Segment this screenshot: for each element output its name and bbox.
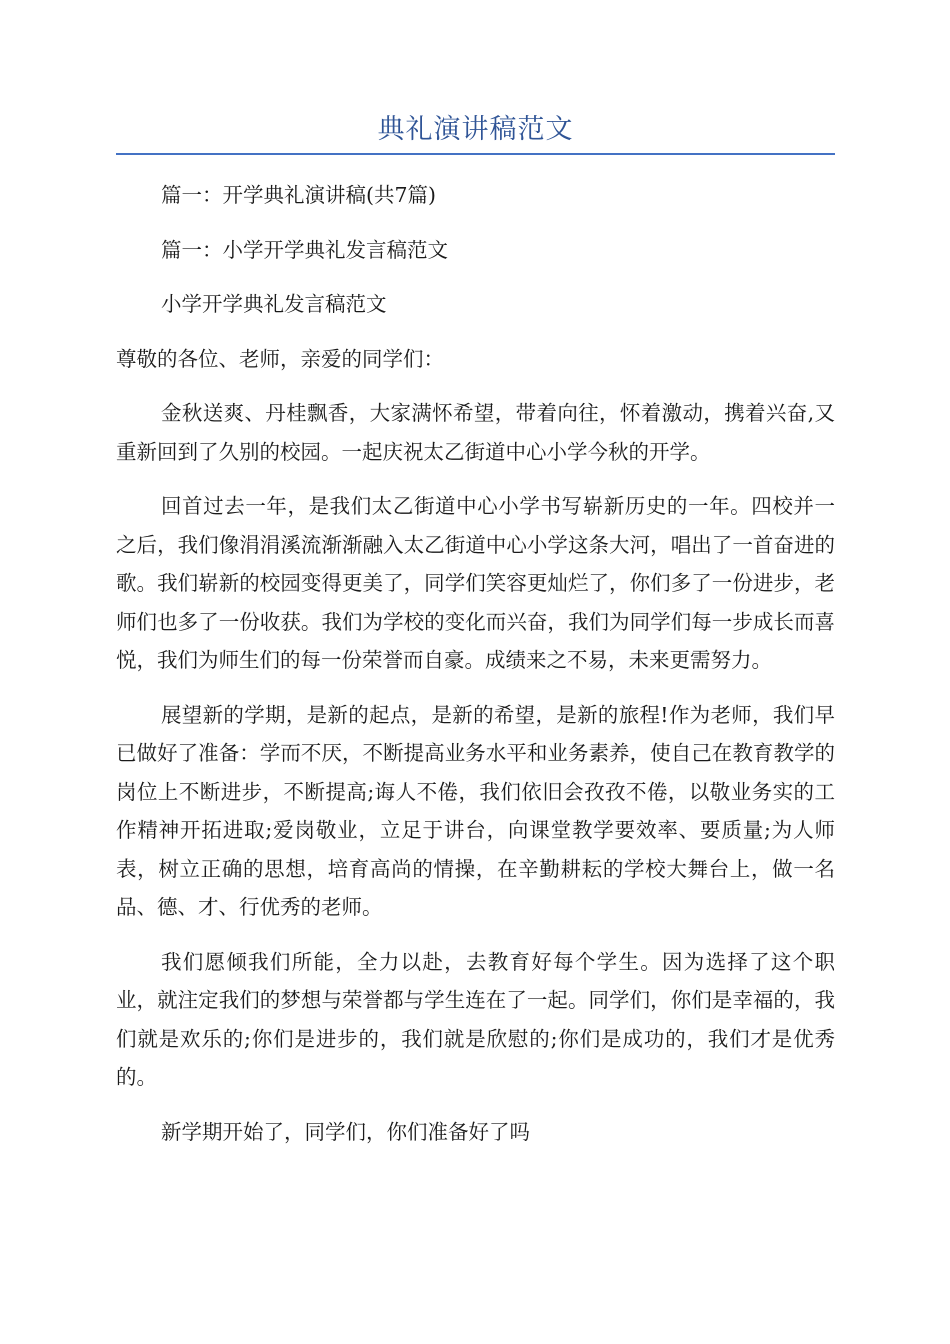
body-paragraph: 我们愿倾我们所能，全力以赴，去教育好每个学生。因为选择了这个职业，就注定我们的梦想与荣誉都与学生连在了一起。同学们，你们是幸福的，我们就是欢乐的;你们是进步的，我们就是欣慰的;你们是成功的，我们才是优秀的。 xyxy=(116,949,835,1089)
body-paragraph: 新学期开始了，同学们，你们准备好了吗 xyxy=(161,1119,530,1144)
salutation: 尊敬的各位、老师，亲爱的同学们： xyxy=(116,346,444,371)
section-heading: 篇一：开学典礼演讲稿(共7篇) xyxy=(161,183,437,207)
page-title: 典礼演讲稿范文 xyxy=(377,114,574,145)
body-paragraph: 展望新的学期，是新的起点，是新的希望，是新的旅程!作为老师，我们早已做好了准备：学而不厌，不断提高业务水平和业务素养，使自己在教育教学的岗位上不断进步，不断提高;诲人不倦，我们依旧会孜孜不倦，以敬业务实的工作精神开拓进取;爱岗敬业，立足于讲台，向课堂教学要效率、要质量;为人师表，树立正确的思想，培育高尚的情操，在辛勤耕耘的学校大舞台上，做一名品、德、才、行优秀的老师。 xyxy=(116,702,835,919)
body-paragraph: 回首过去一年，是我们太乙街道中心小学书写崭新历史的一年。四校并一之后，我们像涓涓溪流渐渐融入太乙街道中心小学这条大河，唱出了一首奋进的歌。我们崭新的校园变得更美了，同学们笑容更灿烂了，你们多了一份进步，老师们也多了一份收获。我们为学校的变化而兴奋，我们为同学们每一步成长而喜悦，我们为师生们的每一份荣誉而自豪。成绩来之不易，未来更需努力。 xyxy=(116,494,835,672)
title-underline xyxy=(116,153,835,155)
subsection-heading: 篇一：小学开学典礼发言稿范文 xyxy=(161,237,448,262)
document-body xyxy=(116,176,835,1167)
speech-title: 小学开学典礼发言稿范文 xyxy=(161,292,387,316)
body-paragraph: 金秋送爽、丹桂飘香，大家满怀希望，带着向往，怀着激动，携着兴奋,又重新回到了久别的校园。一起庆祝太乙街道中心小学今秋的开学。 xyxy=(116,401,835,464)
